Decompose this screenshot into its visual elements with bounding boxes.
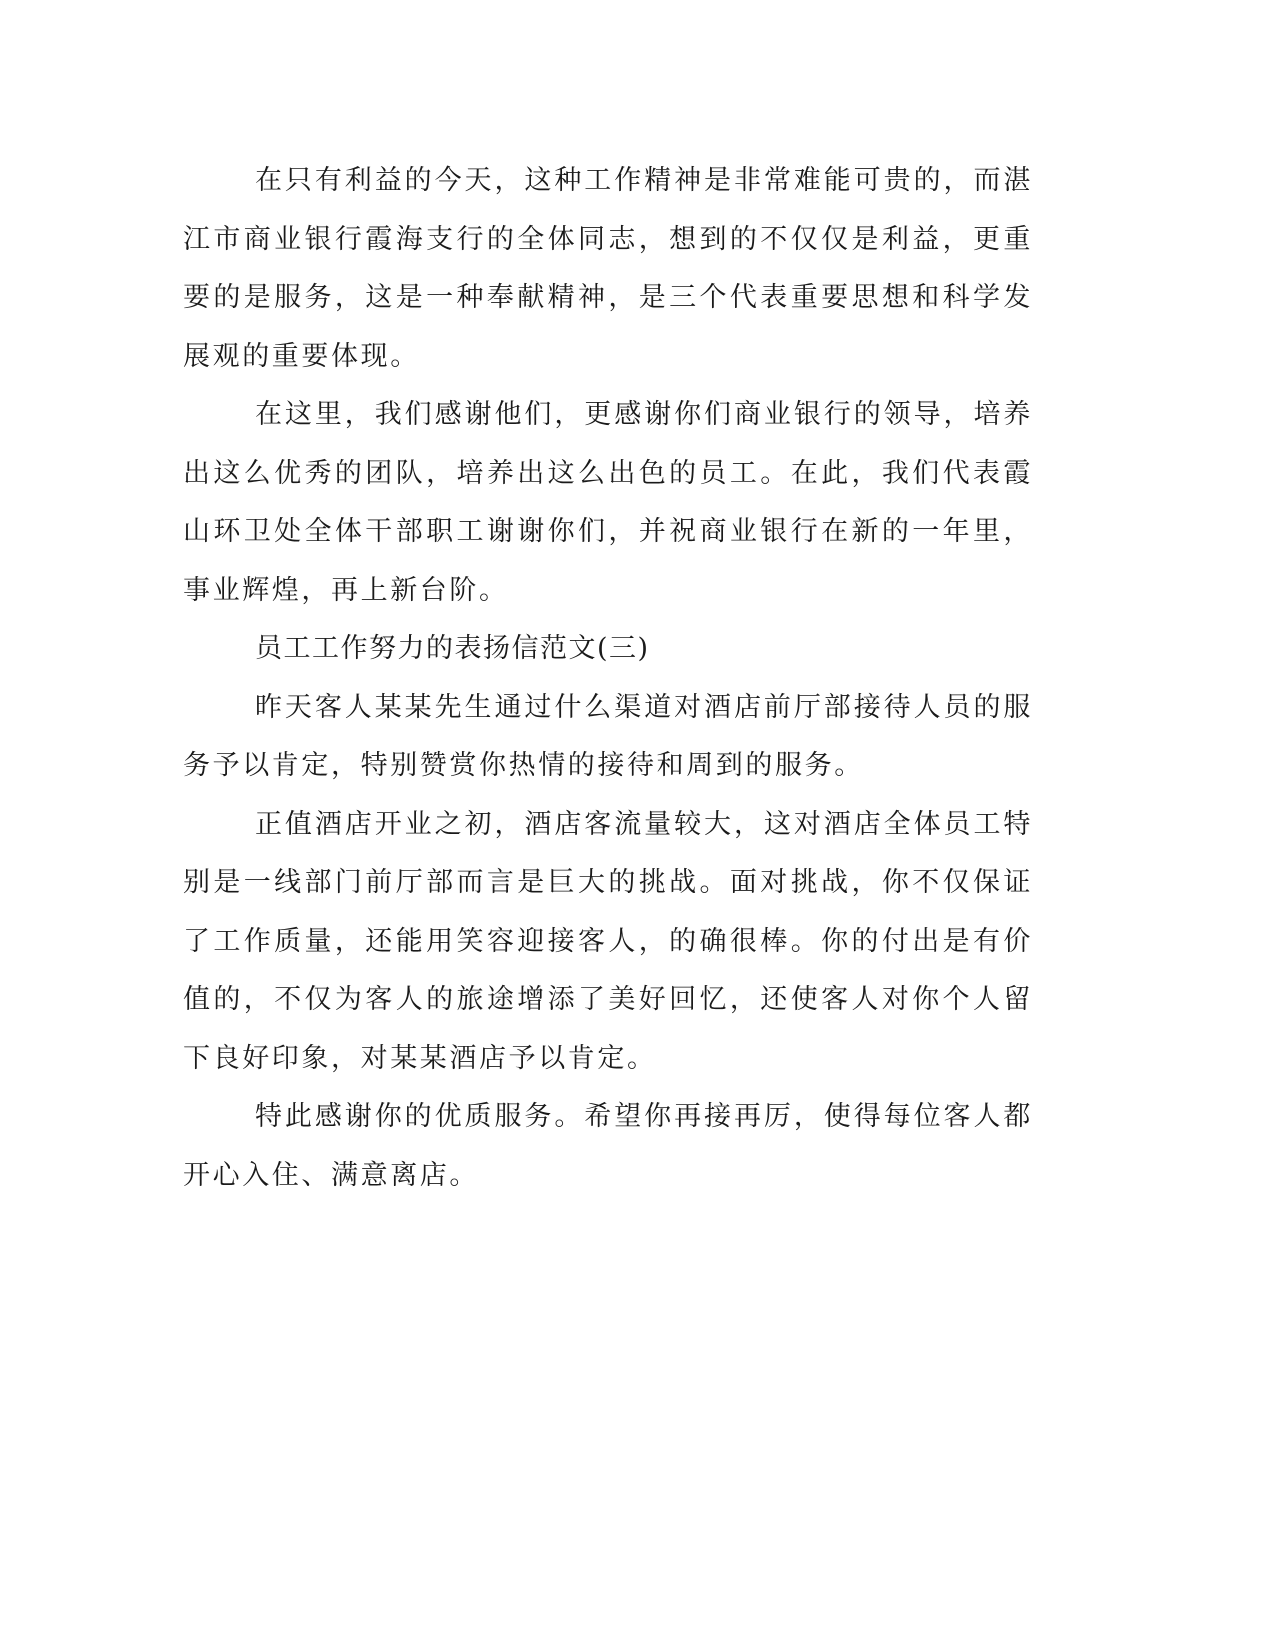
paragraph-praise-spirit: 在只有利益的今天，这种工作精神是非常难能可贵的，而湛江市商业银行霞海支行的全体同志，想到的不仅仅是利益，更重要的是服务，这是一种奉献精神，是三个代表重要思想和科学发展观的重要体现。 xyxy=(183,165,1033,372)
paragraph-challenge: 正值酒店开业之初，酒店客流量较大，这对酒店全体员工特别是一线部门前厅部而言是巨大的挑战。面对挑战，你不仅保证了工作质量，还能用笑容迎接客人，的确很棒。你的付出是有价值的，不仅为客人的旅途增添了美好回忆，还使客人对你个人留下良好印象，对某某酒店予以肯定。 xyxy=(183,808,1033,1074)
paragraph-closing: 特此感谢你的优质服务。希望你再接再厉，使得每位客人都开心入住、满意离店。 xyxy=(183,1101,1033,1191)
document-body xyxy=(183,152,1033,1205)
section-heading: 员工工作努力的表扬信范文(三) xyxy=(255,633,650,664)
paragraph-thanks-bank: 在这里，我们感谢他们，更感谢你们商业银行的领导，培养出这么优秀的团队，培养出这么出色的员工。在此，我们代表霞山环卫处全体干部职工谢谢你们，并祝商业银行在新的一年里，事业辉煌，再上新台阶。 xyxy=(183,399,1033,606)
paragraph-guest-praise: 昨天客人某某先生通过什么渠道对酒店前厅部接待人员的服务予以肯定，特别赞赏你热情的接待和周到的服务。 xyxy=(183,691,1033,781)
